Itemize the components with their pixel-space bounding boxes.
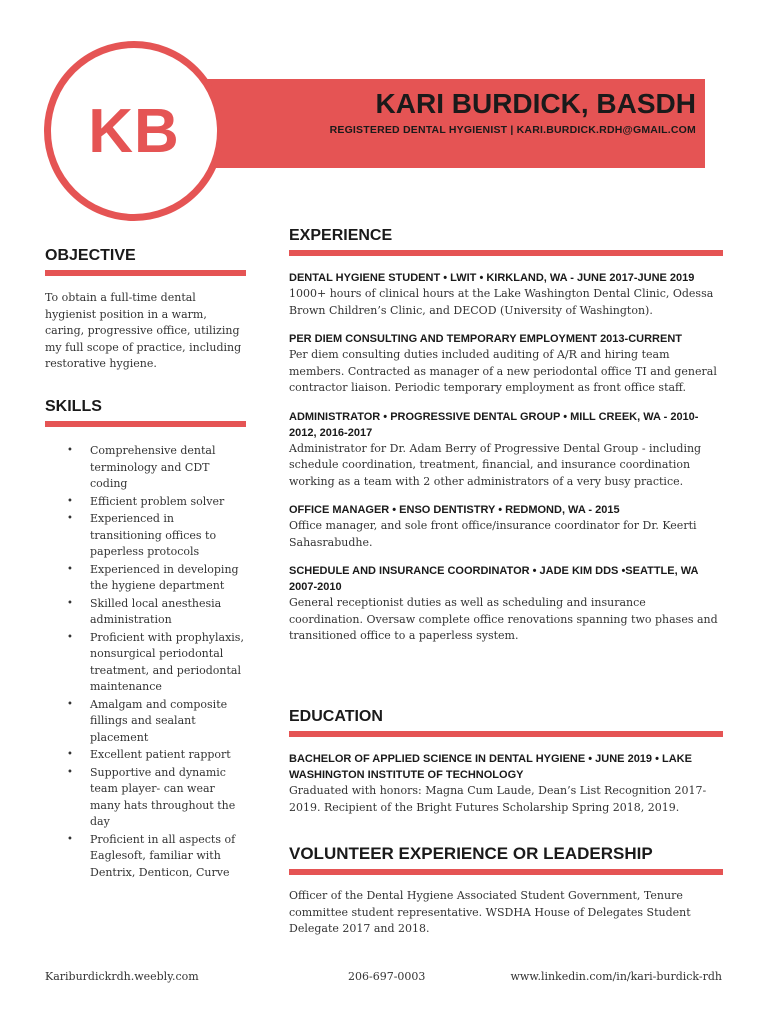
job-description: General receptionist duties as well as scheduling and insurance coordination. Oversaw complete office renovations spanning two phases and transitioned office to a paperless system. [289, 596, 718, 642]
objective-rule [45, 270, 246, 276]
education-entry [289, 751, 723, 816]
bullet-icon: • [67, 698, 73, 710]
skill-item: • Proficient with prophylaxis, nonsurgical periodontal treatment, and periodontal maintenance [67, 630, 244, 693]
degree-description: Graduated with honors: Magna Cum Laude, Dean’s List Recognition 2017-2019. Recipient of the Bright Futures Scholarship Spring 2018, 2019. [289, 784, 707, 814]
job-entry [289, 409, 723, 491]
bullet-icon: • [67, 495, 73, 507]
job-entry [289, 563, 723, 645]
job-title: OFFICE MANAGER • ENSO DENTISTRY • REDMOND, WA - 2015 [289, 504, 620, 516]
skill-item: • Experienced in developing the hygiene department [67, 562, 239, 592]
skill-item: • Comprehensive dental terminology and CDT coding [67, 444, 216, 490]
objective-section [45, 247, 246, 373]
objective-heading: OBJECTIVE [45, 247, 136, 264]
volunteer-rule [289, 869, 723, 875]
education-section [289, 708, 723, 816]
skill-item: • Excellent patient rapport [45, 747, 246, 764]
bullet-icon: • [67, 597, 73, 609]
bullet-icon: • [67, 766, 73, 778]
footer-phone[interactable]: 206-697-0003 [348, 970, 426, 983]
degree-title: BACHELOR OF APPLIED SCIENCE IN DENTAL HYGIENE • JUNE 2019 • LAKE WASHINGTON INSTITUTE OF TECHNOLOGY [289, 753, 692, 781]
candidate-name: KARI BURDICK, BASDH [375, 88, 696, 119]
bullet-icon: • [67, 513, 73, 524]
experience-rule [289, 250, 723, 256]
skills-list [45, 443, 246, 881]
job-title: SCHEDULE AND INSURANCE COORDINATOR • JADE KIM DDS •SEATTLE, WA 2007-2010 [289, 565, 699, 593]
job-description: Administrator for Dr. Adam Berry of Progressive Dental Group - including schedule coordination, treatment, financial, and insurance coordination working as a team with 2 other administrators of a very busy practice. [289, 441, 702, 488]
monogram-initials: KB [88, 96, 180, 166]
bullet-icon: • [67, 563, 73, 575]
volunteer-text: Officer of the Dental Hygiene Associated Student Government, Tenure committee student representative. WSDHA House of Delegates Student Delegate 2017 and 2018. [289, 889, 691, 935]
bullet-icon: • [67, 631, 73, 643]
experience-heading: EXPERIENCE [289, 227, 393, 244]
experience-section [289, 227, 723, 657]
education-rule [289, 731, 723, 737]
skill-item: • Amalgam and composite fillings and sealant placement [67, 697, 228, 744]
footer-website[interactable]: Kariburdickrdh.weebly.com [45, 970, 199, 983]
skill-item: • Supportive and dynamic team player- can wear many hats throughout the day [67, 765, 236, 828]
monogram-circle [44, 41, 224, 221]
education-heading: EDUCATION [289, 708, 383, 725]
skill-item: • Efficient problem solver [45, 494, 246, 511]
job-entry [289, 502, 723, 551]
volunteer-section [289, 844, 723, 938]
experience-list [289, 270, 723, 645]
job-title: DENTAL HYGIENE STUDENT • LWIT • KIRKLAND, WA - JUNE 2017-JUNE 2019 [289, 272, 695, 284]
skills-section [45, 398, 246, 882]
skills-heading: SKILLS [45, 398, 102, 415]
candidate-tagline: REGISTERED DENTAL HYGIENIST | KARI.BURDICK.RDH@GMAIL.COM [329, 124, 696, 136]
job-description: Office manager, and sole front office/insurance coordinator for Dr. Keerti Sahasrabudhe. [289, 519, 697, 549]
job-title: ADMINISTRATOR • PROGRESSIVE DENTAL GROUP • MILL CREEK, WA - 2010-2012, 2016-2017 [289, 410, 699, 439]
job-description: 1000+ hours of clinical hours at the Lake Washington Dental Clinic, Odessa Brown Children’s Clinic, and DECOD (University of Washington). [289, 287, 714, 317]
volunteer-heading: VOLUNTEER EXPERIENCE OR LEADERSHIP [289, 844, 653, 863]
objective-text: To obtain a full-time dental hygienist position in a warm, caring, progressive office, utilizing my full scope of practice, including restorative hygiene. [45, 291, 242, 370]
job-description: Per diem consulting duties included auditing of A/R and hiring team members. Contracted as manager of a new periodontal office TI and general contractor liaison. Periodic temporary employment as front office staff. [289, 348, 717, 394]
footer-linkedin[interactable]: www.linkedin.com/in/kari-burdick-rdh [510, 970, 722, 983]
skill-item: • Experienced in transitioning offices to paperless protocols [67, 512, 217, 558]
bullet-icon: • [67, 749, 73, 760]
bullet-icon: • [67, 833, 73, 845]
job-entry [289, 331, 723, 397]
job-entry [289, 270, 723, 319]
skill-item: • Skilled local anesthesia administration [67, 596, 222, 626]
bullet-icon: • [67, 445, 73, 456]
skills-rule [45, 421, 246, 427]
job-title: PER DIEM CONSULTING AND TEMPORARY EMPLOYMENT 2013-CURRENT [289, 333, 682, 345]
skill-item: • Proficient in all aspects of Eaglesoft, familiar with Dentrix, Denticon, Curve [67, 832, 236, 879]
